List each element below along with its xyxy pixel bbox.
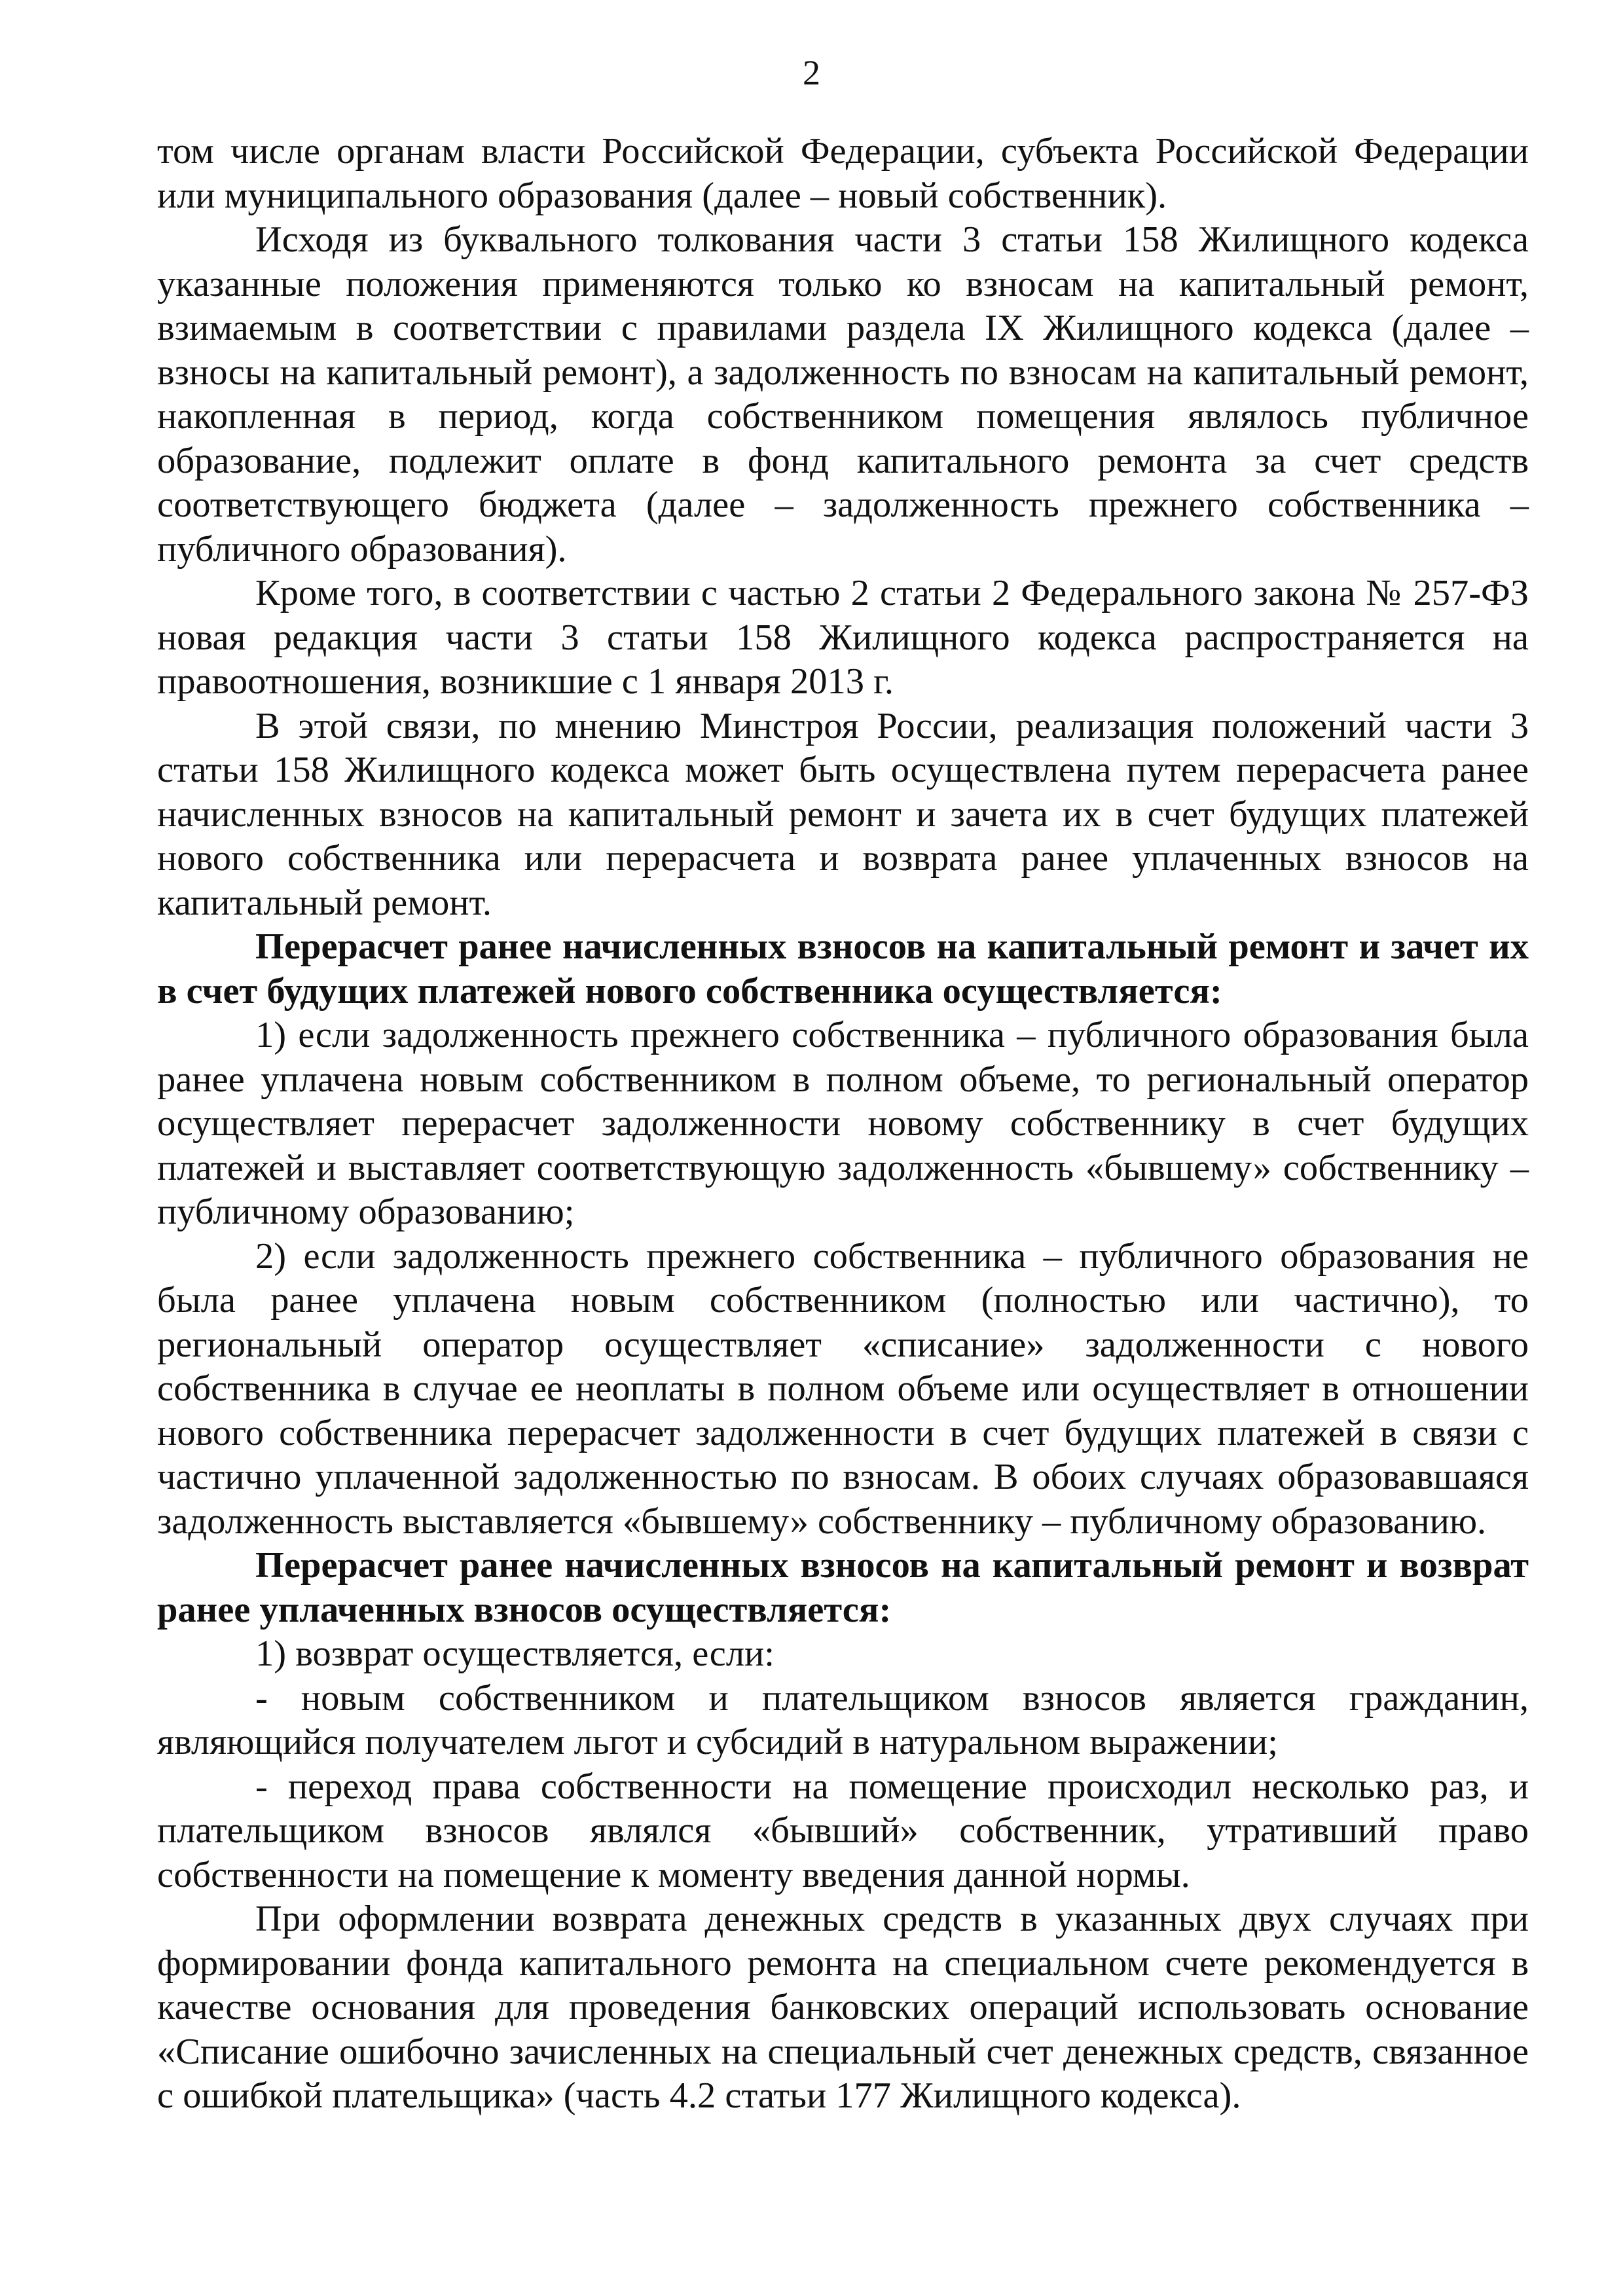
page-number: 2 (803, 53, 820, 92)
paragraph: В этой связи, по мнению Минстроя России, реализация положений части 3 статьи 158 Жилищного кодекса может быть осуществлена путем перерасчета ранее начисленных взносов на капитальный ремонт и зачета их в счет будущих платежей нового собственника или перерасчета и возврата ранее уплаченных взносов на капитальный ремонт. (157, 705, 1529, 923)
paragraph: том числе органам власти Российской Федерации, субъекта Российской Федерации или муниципального образования (далее – новый собственник). (157, 131, 1529, 216)
list-item: 2) если задолженность прежнего собственника – публичного образования не была ранее уплачена новым собственником (полностью или частично), то региональный оператор осуществляет «списание» задолженности с нового собственника в случае ее неоплаты в полном объеме или осуществляет в отношении нового собственника перерасчет задолженности в счет будущих платежей в связи с частично уплаченной задолженностью по взносам. В обоих случаях образовавшаяся задолженность выставляется «бывшему» собственнику – публичному образованию. (157, 1235, 1529, 1542)
document-body (157, 130, 1529, 2119)
paragraph: Кроме того, в соответствии с частью 2 статьи 2 Федерального закона № 257-ФЗ новая редакция части 3 статьи 158 Жилищного кодекса распространяется на правоотношения, возникшие с 1 января 2013 г. (157, 573, 1529, 702)
paragraph: Исходя из буквального толкования части 3 статьи 158 Жилищного кодекса указанные положения применяются только ко взносам на капитальный ремонт, взимаемым в соответствии с правилами раздела IX Жилищного кодекса (далее – взносы на капитальный ремонт), а задолженность по взносам на капитальный ремонт, накопленная в период, когда собственником помещения являлось публичное образование, подлежит оплате в фонд капитального ремонта за счет средств соответствующего бюджета (далее – задолженность прежнего собственника – публичного образования). (157, 219, 1529, 570)
paragraph: При оформлении возврата денежных средств в указанных двух случаях при формировании фонда капитального ремонта на специальном счете рекомендуется в качестве основания для проведения банковских операций использовать основание «Списание ошибочно зачисленных на специальный счет денежных средств, связанное с ошибкой плательщика» (часть 4.2 статьи 177 Жилищного кодекса). (157, 1899, 1529, 2116)
list-item: 1) возврат осуществляется, если: (255, 1633, 775, 1674)
section-heading: Перерасчет ранее начисленных взносов на капитальный ремонт и зачет их в счет будущих платежей нового собственника осуществляется: (157, 926, 1529, 1011)
list-item: 1) если задолженность прежнего собственника – публичного образования была ранее уплачена новым собственником в полном объеме, то региональный оператор осуществляет перерасчет задолженности новому собственнику в счет будущих платежей и выставляет соответствующую задолженность «бывшему» собственнику – публичному образованию; (157, 1015, 1529, 1232)
list-item: - переход права собственности на помещение происходил несколько раз, и плательщиком взносов являлся «бывший» собственник, утративший право собственности на помещение к моменту введения данной нормы. (157, 1766, 1529, 1895)
list-item: - новым собственником и плательщиком взносов является гражданин, являющийся получателем льгот и субсидий в натуральном выражении; (157, 1677, 1529, 1762)
section-heading: Перерасчет ранее начисленных взносов на капитальный ремонт и возврат ранее уплаченных взносов осуществляется: (157, 1545, 1529, 1630)
